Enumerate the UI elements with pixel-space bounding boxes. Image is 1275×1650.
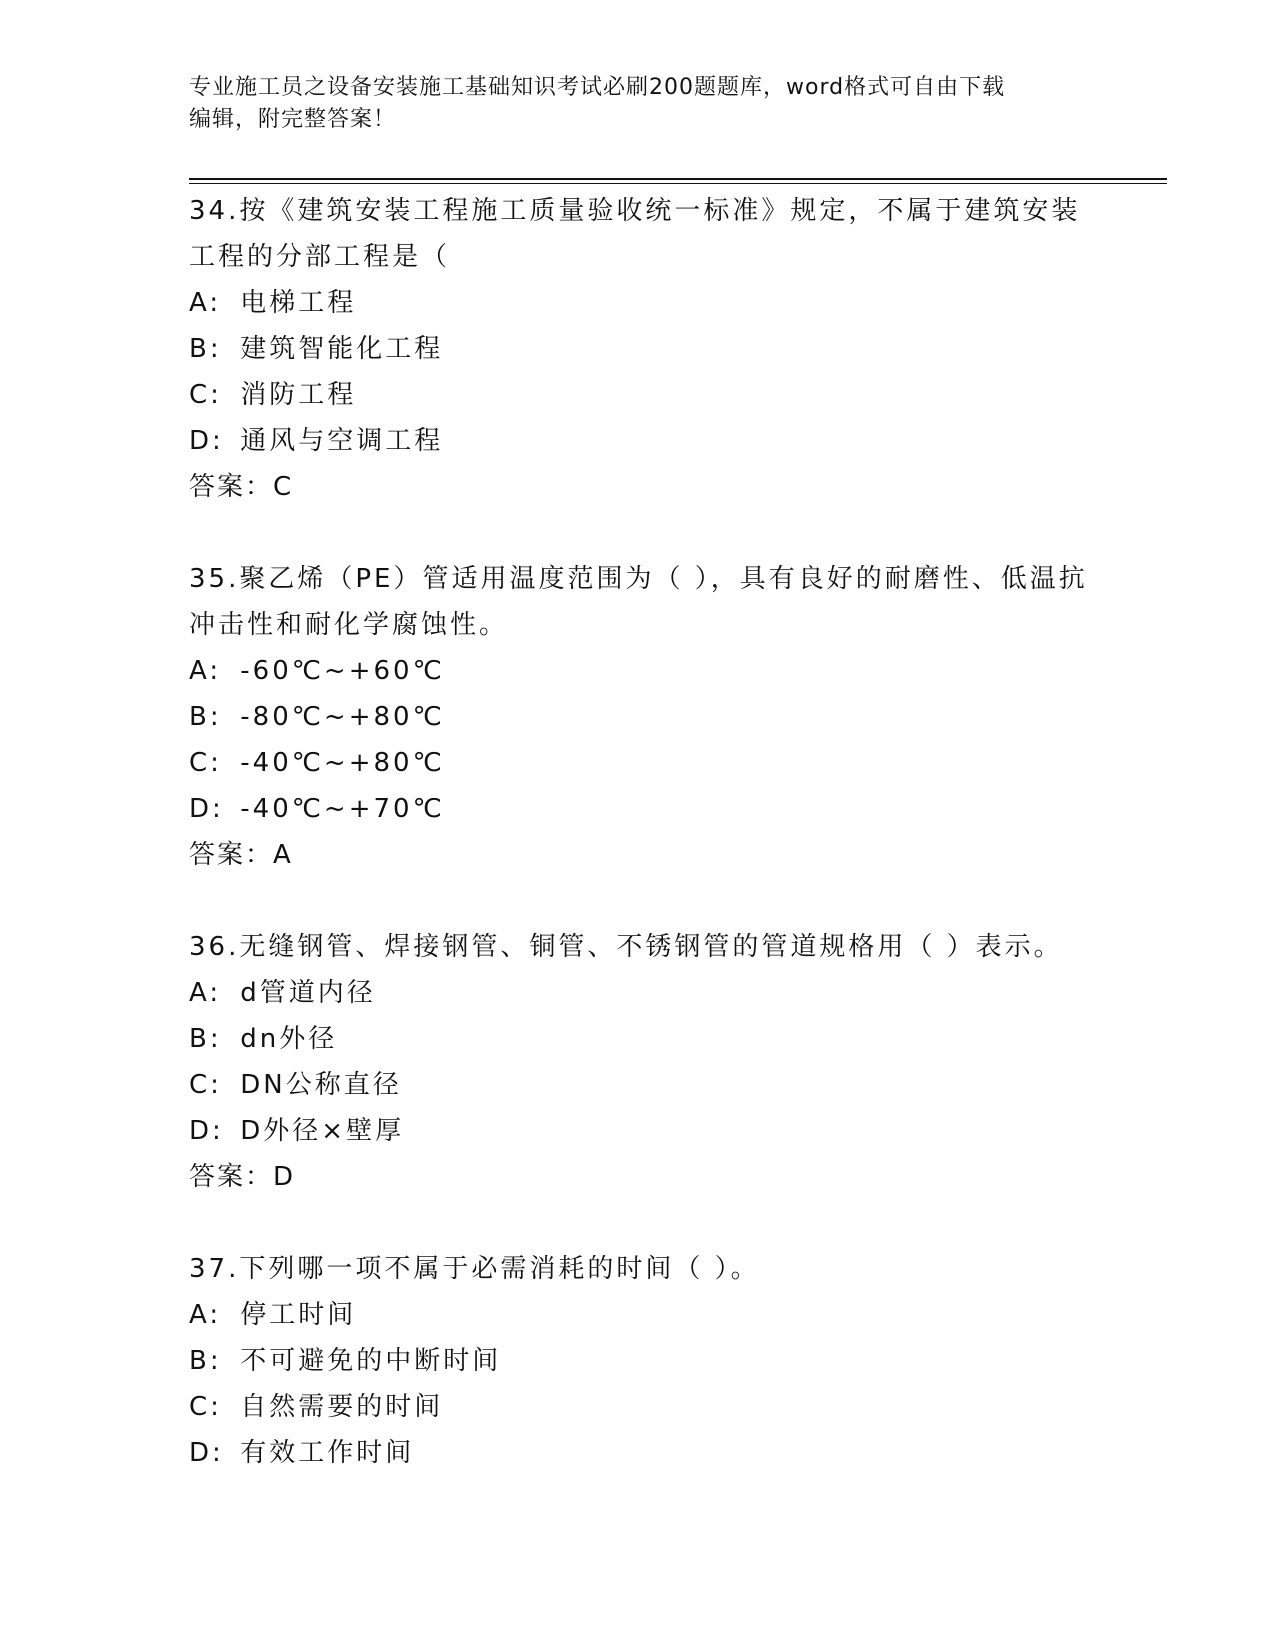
option-text: -40℃~+70℃ bbox=[240, 794, 445, 824]
option-text: 建筑智能化工程 bbox=[240, 334, 444, 364]
option-text: D外径×壁厚 bbox=[240, 1116, 405, 1146]
option-label: C: bbox=[189, 380, 222, 410]
question-35 bbox=[189, 556, 1089, 878]
option-text: 通风与空调工程 bbox=[240, 426, 444, 456]
option-label: D: bbox=[189, 1116, 224, 1146]
header-line-1: 专业施工员之设备安装施工基础知识考试必刷200题题库，word格式可自由下载 bbox=[189, 75, 1006, 100]
option-label: C: bbox=[189, 748, 222, 778]
option-c bbox=[189, 1384, 1089, 1430]
question-stem: 34.按《建筑安装工程施工质量验收统一标准》规定，不属于建筑安装工程的分部工程是（ bbox=[189, 196, 1081, 272]
option-text: d管道内径 bbox=[240, 978, 376, 1008]
answer-line: 答案：D bbox=[189, 1162, 296, 1192]
answer-line: 答案：A bbox=[189, 840, 293, 870]
option-text: 不可避免的中断时间 bbox=[240, 1346, 502, 1376]
question-36 bbox=[189, 924, 1089, 1200]
question-stem: 37.下列哪一项不属于必需消耗的时间（ ）。 bbox=[189, 1254, 760, 1284]
option-label: B: bbox=[189, 1024, 222, 1054]
option-label: B: bbox=[189, 702, 222, 732]
option-d bbox=[189, 1430, 1089, 1476]
question-list bbox=[189, 188, 1089, 1522]
option-text: 消防工程 bbox=[240, 380, 357, 410]
header-line-2: 编辑，附完整答案！ bbox=[189, 107, 397, 132]
option-b bbox=[189, 1338, 1089, 1384]
option-label: A: bbox=[189, 288, 222, 318]
question-37 bbox=[189, 1246, 1089, 1476]
option-a bbox=[189, 1292, 1089, 1338]
option-d bbox=[189, 1108, 1089, 1154]
option-label: A: bbox=[189, 656, 222, 686]
option-c bbox=[189, 740, 1089, 786]
option-label: A: bbox=[189, 1300, 222, 1330]
option-text: 自然需要的时间 bbox=[240, 1392, 444, 1422]
option-label: D: bbox=[189, 1438, 224, 1468]
option-a bbox=[189, 280, 1089, 326]
option-d bbox=[189, 786, 1089, 832]
option-label: C: bbox=[189, 1070, 222, 1100]
option-label: A: bbox=[189, 978, 222, 1008]
option-a bbox=[189, 970, 1089, 1016]
option-text: 电梯工程 bbox=[240, 288, 357, 318]
option-text: DN公称直径 bbox=[240, 1070, 402, 1100]
option-text: 停工时间 bbox=[240, 1300, 357, 1330]
option-text: -40℃~+80℃ bbox=[240, 748, 445, 778]
option-c bbox=[189, 1062, 1089, 1108]
answer-line: 答案：C bbox=[189, 472, 294, 502]
option-label: B: bbox=[189, 334, 222, 364]
option-text: -60℃~+60℃ bbox=[240, 656, 445, 686]
question-stem: 36.无缝钢管、焊接钢管、铜管、不锈钢管的管道规格用（ ）表示。 bbox=[189, 932, 1063, 962]
option-text: -80℃~+80℃ bbox=[240, 702, 445, 732]
option-label: B: bbox=[189, 1346, 222, 1376]
option-d bbox=[189, 418, 1089, 464]
option-label: C: bbox=[189, 1392, 222, 1422]
option-text: 有效工作时间 bbox=[240, 1438, 415, 1468]
header-divider bbox=[189, 178, 1167, 184]
option-b bbox=[189, 694, 1089, 740]
question-34 bbox=[189, 188, 1089, 510]
option-b bbox=[189, 1016, 1089, 1062]
page-header bbox=[189, 72, 1069, 136]
option-c bbox=[189, 372, 1089, 418]
question-stem: 35.聚乙烯（PE）管适用温度范围为（ ），具有良好的耐磨性、低温抗冲击性和耐化学腐蚀性。 bbox=[189, 564, 1088, 640]
option-text: dn外径 bbox=[240, 1024, 338, 1054]
option-label: D: bbox=[189, 426, 224, 456]
option-a bbox=[189, 648, 1089, 694]
option-b bbox=[189, 326, 1089, 372]
option-label: D: bbox=[189, 794, 224, 824]
